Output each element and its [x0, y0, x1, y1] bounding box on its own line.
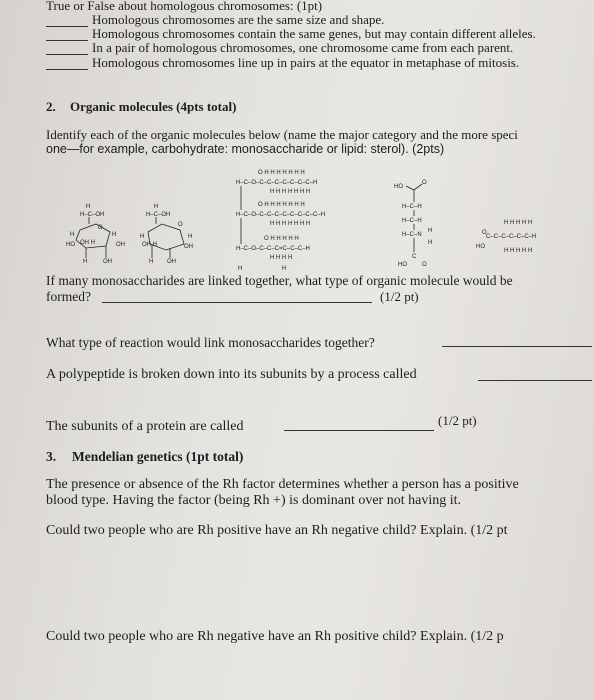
svg-text:OH: OH — [167, 259, 176, 265]
tf-answer-blank-3[interactable] — [46, 54, 88, 55]
svg-text:O: O — [98, 225, 103, 231]
section-3-paragraph-line-1: The presence or absence of the Rh factor determines whether a person has a positive — [46, 477, 519, 492]
tf-answer-blank-2[interactable] — [46, 40, 88, 41]
answer-blank-process[interactable] — [478, 380, 592, 381]
tf-statement-2: Homologous chromosomes contain the same genes, but may contain different alleles. — [92, 26, 536, 41]
answer-blank-subunits[interactable] — [284, 430, 434, 431]
question-polymer-line-2: formed? — [46, 289, 91, 304]
svg-text:H–C–O–C–C–C=C–C–C–H: H–C–O–C–C–C=C–C–C–H — [236, 246, 310, 252]
molecule-glucose-ring — [66, 202, 136, 272]
question-protein-subunits: The subunits of a protein are called — [46, 419, 244, 434]
svg-text:H: H — [428, 240, 433, 246]
svg-text:H–C–H: H–C–H — [402, 204, 422, 210]
section-2-number: 2. — [46, 99, 56, 114]
svg-text:OH H: OH H — [80, 240, 95, 246]
tf-statement-1: Homologous chromosomes are the same size and shape. — [92, 12, 385, 27]
question-rh-negative-parents: Could two people who are Rh negative have an Rh positive child? Explain. (1/2 p — [46, 629, 504, 644]
tf-heading: True or False about homologous chromosomes: (1pt) — [46, 0, 323, 13]
section-2-instruction-line-2: one—for example, carbohydrate: monosaccharide or lipid: sterol). (2pts) — [46, 142, 445, 156]
svg-text:HO: HO — [66, 242, 75, 248]
svg-text:OH H: OH H — [142, 242, 157, 248]
answer-blank-polymer[interactable] — [102, 302, 372, 303]
section-2-instruction-line-1: Identify each of the organic molecules below (name the major category and the more speci — [46, 127, 518, 142]
svg-text:O: O — [178, 222, 183, 228]
svg-text:OH: OH — [184, 244, 193, 250]
tf-statement-3: In a pair of homologous chromosomes, one chromosome came from each parent. — [92, 40, 514, 55]
svg-text:H: H — [282, 266, 287, 272]
section-3-number: 3. — [46, 449, 57, 464]
section-3-title: Mendelian genetics (1pt total) — [72, 449, 244, 464]
svg-text:H–C–O–C–C–C–C–C–C–C–H: H–C–O–C–C–C–C–C–C–C–H — [236, 180, 318, 186]
molecule-fatty-acid — [478, 218, 578, 264]
question-polypeptide-process: A polypeptide is broken down into its subunits by a process called — [46, 367, 417, 382]
svg-text:O H H H H H H H: O H H H H H H H — [258, 170, 305, 176]
svg-text:H: H — [188, 234, 193, 240]
molecule-amino-acid — [392, 178, 452, 280]
svg-text:H–C–OH: H–C–OH — [146, 212, 171, 218]
question-rh-positive-parents: Could two people who are Rh positive have an Rh negative child? Explain. (1/2 pt — [46, 523, 508, 538]
svg-text:O: O — [482, 230, 487, 236]
question-reaction-type: What type of reaction would link monosaccharides together? — [46, 335, 375, 350]
question-protein-subunits-points: (1/2 pt) — [438, 413, 477, 428]
tf-statement-4: Homologous chromosomes line up in pairs at the equator in metaphase of mitosis. — [92, 55, 520, 70]
svg-text:OH: OH — [103, 259, 112, 265]
svg-text:H: H — [238, 266, 243, 272]
svg-text:H: H — [149, 259, 154, 265]
svg-text:H H H H H H H: H H H H H H H — [270, 221, 311, 227]
svg-text:C–C–C–C–C–C–H: C–C–C–C–C–C–H — [486, 234, 537, 240]
molecule-triglyceride — [232, 166, 362, 280]
svg-text:HO: HO — [394, 184, 403, 190]
svg-text:C: C — [412, 254, 417, 260]
svg-text:H H H H H: H H H H H — [504, 220, 533, 226]
svg-text:H: H — [140, 234, 145, 240]
svg-text:H–C–H: H–C–H — [402, 218, 422, 224]
svg-text:H–C–N: H–C–N — [402, 232, 422, 238]
svg-text:H H H H: H H H H — [270, 255, 293, 261]
tf-answer-blank-1[interactable] — [46, 26, 88, 27]
svg-text:H H H H H: H H H H H — [504, 248, 533, 254]
svg-text:H: H — [112, 232, 117, 238]
svg-text:O H H H H H H H: O H H H H H H H — [258, 202, 305, 208]
svg-text:H: H — [70, 232, 75, 238]
svg-text:H: H — [428, 228, 433, 234]
tf-answer-blank-4[interactable] — [46, 69, 88, 70]
svg-text:O: O — [422, 262, 427, 268]
answer-blank-reaction[interactable] — [442, 346, 592, 347]
svg-text:HO: HO — [476, 244, 485, 250]
question-polymer-points: (1/2 pt) — [380, 289, 419, 304]
question-polymer: If many monosaccharides are linked together, what type of organic molecule would be — [46, 273, 513, 288]
svg-text:O: O — [422, 180, 427, 186]
svg-text:HO: HO — [398, 262, 407, 268]
svg-text:H: H — [154, 204, 159, 210]
svg-text:OH: OH — [116, 242, 125, 248]
svg-text:H: H — [83, 259, 88, 265]
svg-text:O H H H H H: O H H H H H — [264, 236, 299, 242]
svg-text:H–C–OH: H–C–OH — [80, 212, 105, 218]
section-3-paragraph-line-2: blood type. Having the factor (being Rh +) is dominant over not having it. — [46, 493, 461, 508]
molecule-glucose-ring-2 — [140, 202, 210, 272]
svg-text:H–C–O–C–C–C–C–C–C–C–C–H: H–C–O–C–C–C–C–C–C–C–C–H — [236, 212, 326, 218]
svg-text:H H H H H H H: H H H H H H H — [270, 189, 311, 195]
svg-text:H: H — [86, 204, 91, 210]
section-2-title: Organic molecules (4pts total) — [70, 99, 237, 114]
